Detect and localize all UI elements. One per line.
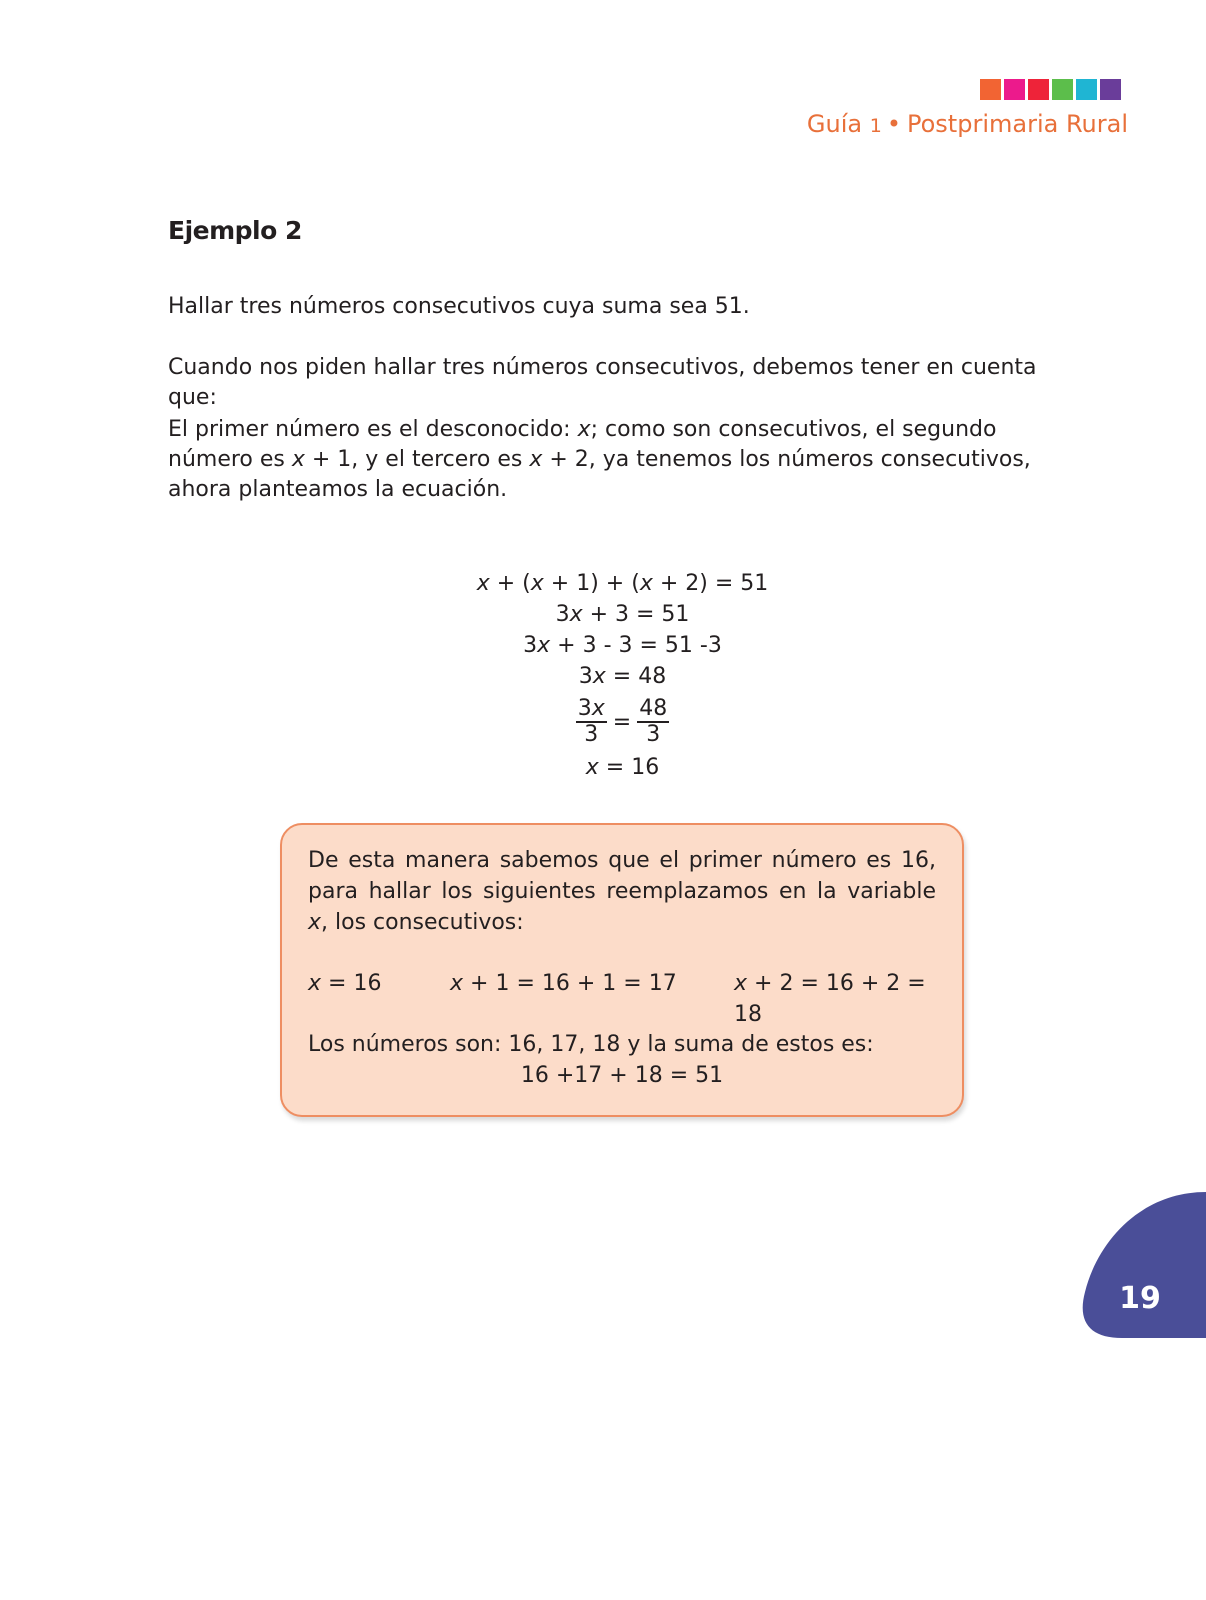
fraction-right: $\frac{48}{3}$ [639, 696, 668, 747]
conclusion-intro: De esta manera sabemos que el primer número es 16, para hallar los siguientes reemplazamos en la variable x, los consecutivos: [308, 848, 936, 935]
header-separator: • [886, 110, 901, 138]
conclusion-box [280, 823, 964, 1117]
equation-first: x = 16 [308, 971, 382, 996]
color-square-purple [1100, 79, 1121, 100]
equation-third: x + 2 = 16 + 2 = 18 [734, 971, 926, 1027]
equation-second: x + 1 = 16 + 1 = 17 [450, 971, 677, 996]
explanation-paragraph: El primer número es el desconocido: x; como son consecutivos, el segundo número es x + 1, y el tercero es x + 2, ya tenemos los números consecutivos, ahora planteamos la ecuación. [168, 417, 1031, 502]
color-square-green [1052, 79, 1073, 100]
running-header [807, 110, 1128, 138]
problem-note: Cuando nos piden hallar tres números consecutivos, debemos tener en cuenta que: [168, 355, 1037, 410]
fraction-left: $\frac{3x}{3}$ [577, 696, 605, 747]
equation-result: x = 16 [585, 755, 660, 780]
equation-solution [380, 568, 865, 783]
page-number: 19 [1119, 1281, 1161, 1316]
color-square-red [1028, 79, 1049, 100]
equation-line-1: x + (x + 1) + (x + 2) = 51 [476, 571, 769, 596]
conclusion-total: 16 +17 + 18 = 51 [520, 1063, 724, 1088]
fraction-equals: = [612, 709, 632, 735]
equation-line-4: 3x = 48 [578, 664, 667, 689]
color-square-orange [980, 79, 1001, 100]
equation-line-2: 3x + 3 = 51 [555, 602, 690, 627]
consecutive-equations [308, 968, 936, 1027]
series-title: Postprimaria Rural [907, 110, 1128, 138]
guide-number: 1 [869, 115, 882, 137]
color-square-cyan [1076, 79, 1097, 100]
guide-label: Guía [806, 110, 863, 138]
color-strip [980, 79, 1121, 100]
page-number-tab [1082, 1192, 1206, 1342]
color-square-magenta [1004, 79, 1025, 100]
equation-fraction-line [380, 692, 865, 752]
problem-statement: Hallar tres números consecutivos cuya suma sea 51. [168, 294, 750, 319]
equation-line-3: 3x + 3 - 3 = 51 -3 [523, 633, 722, 658]
example-title: Ejemplo 2 [168, 216, 302, 245]
conclusion-summary: Los números son: 16, 17, 18 y la suma de estos es: [308, 1032, 874, 1057]
